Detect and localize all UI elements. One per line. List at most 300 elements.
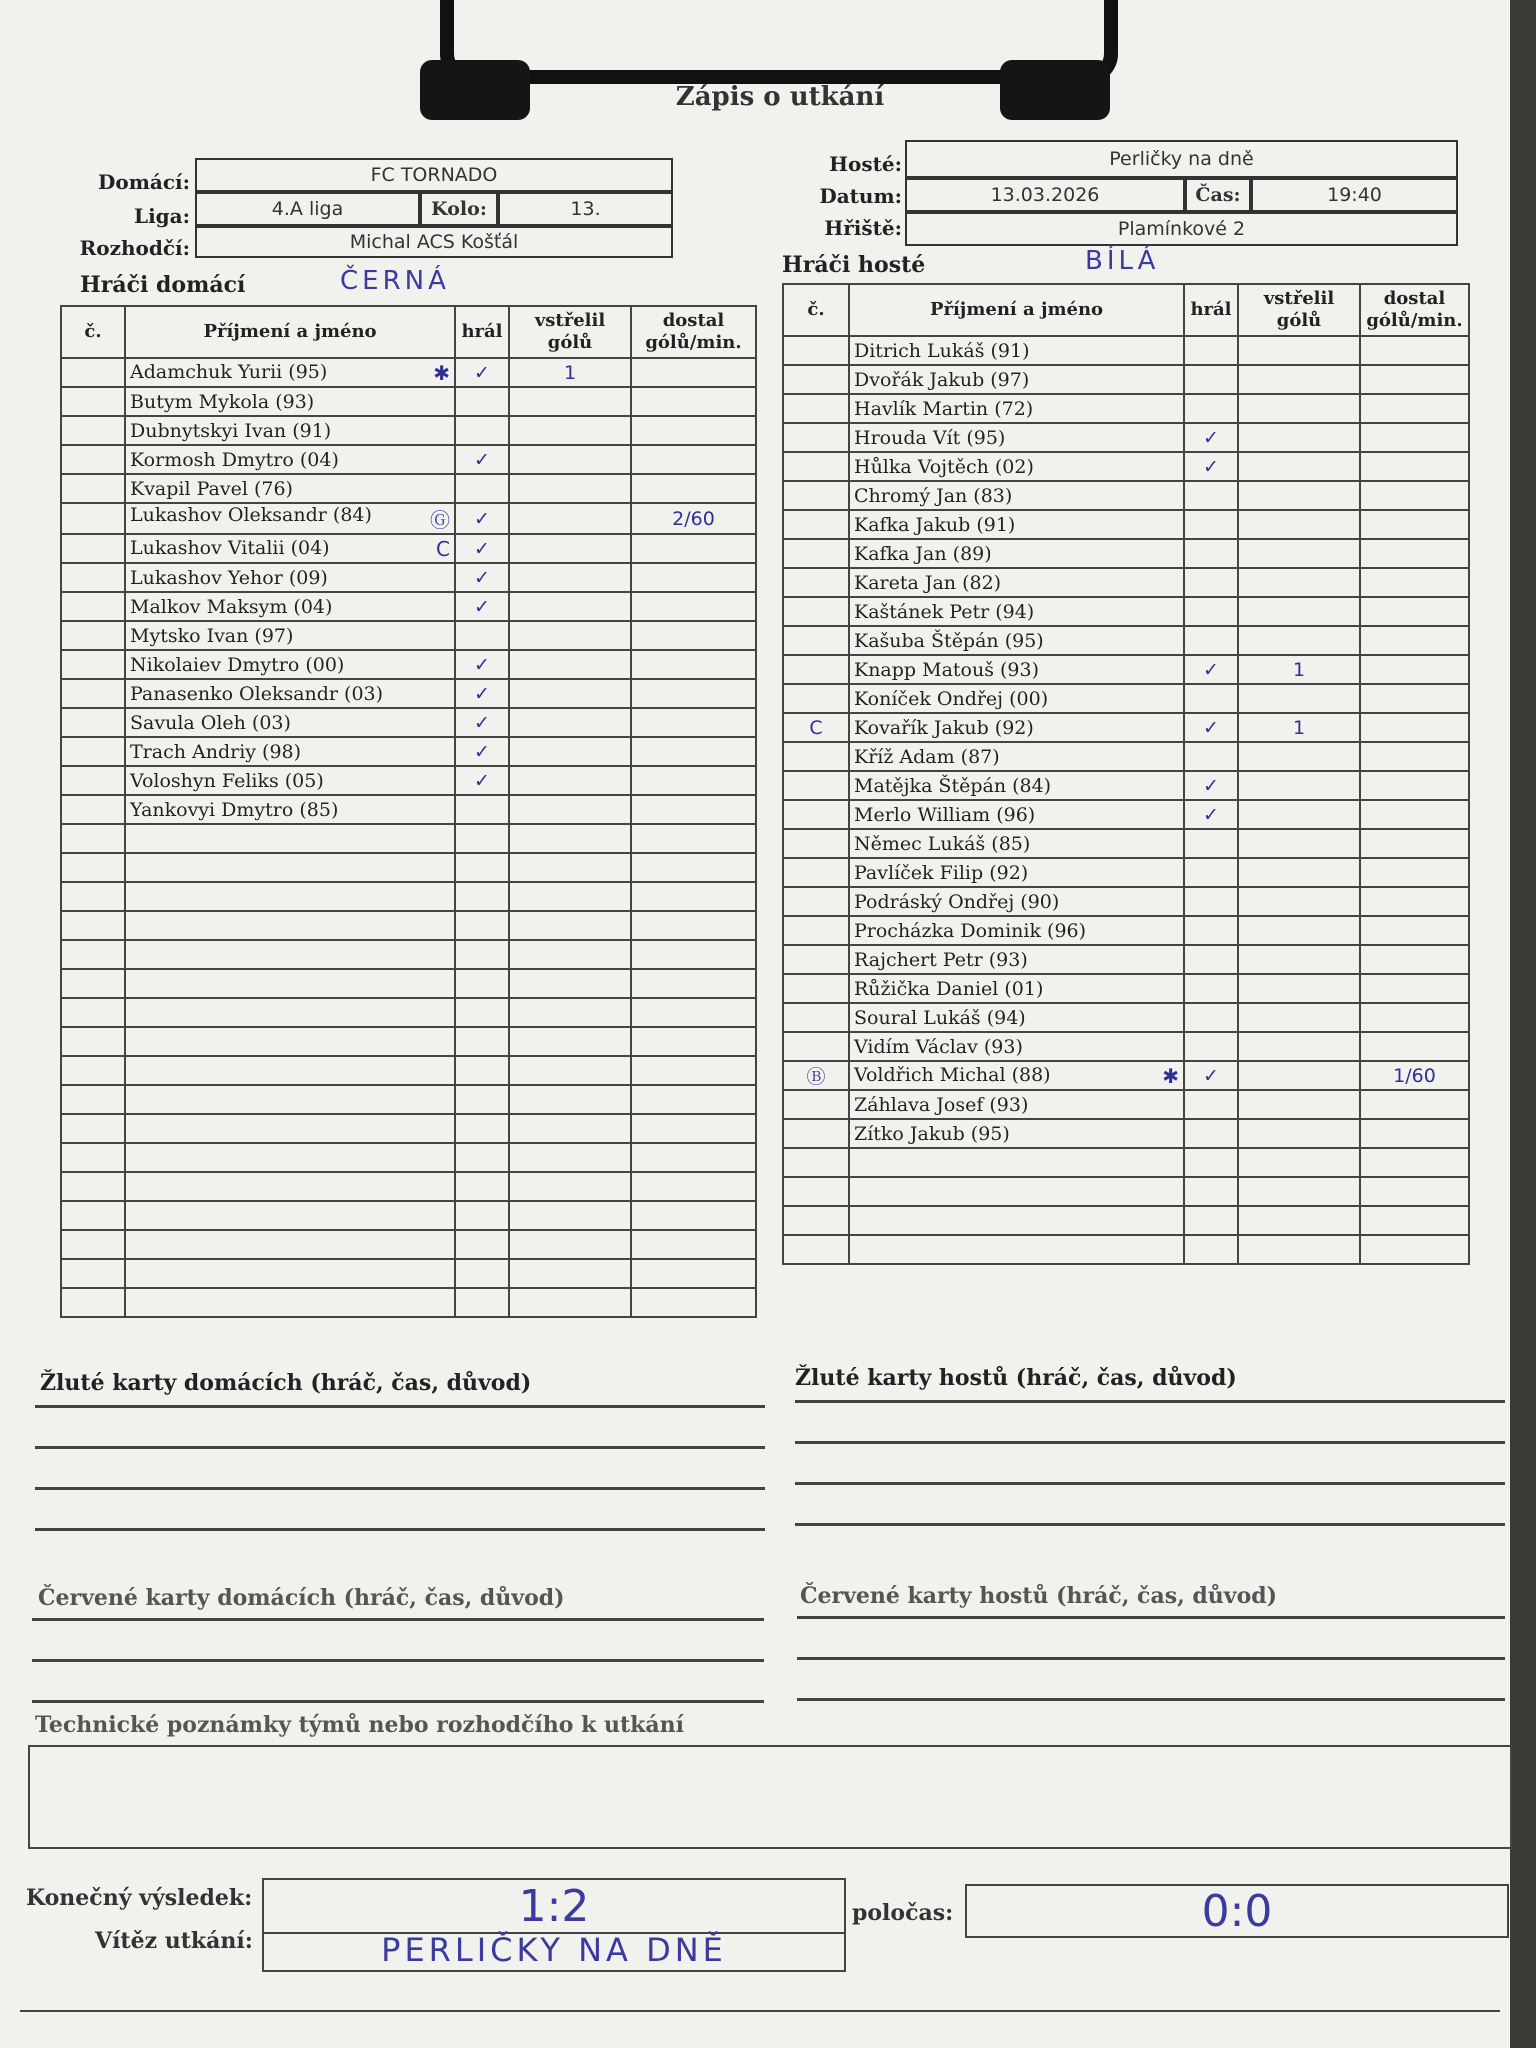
empty-cell[interactable]: [455, 969, 509, 998]
empty-row[interactable]: [783, 1206, 1469, 1235]
empty-cell[interactable]: [509, 1288, 631, 1317]
goals-scored[interactable]: 1: [1238, 713, 1360, 742]
goals-conceded[interactable]: [1360, 1090, 1469, 1119]
empty-cell[interactable]: [61, 1056, 125, 1085]
empty-cell[interactable]: [125, 1288, 455, 1317]
goals-conceded[interactable]: [1360, 858, 1469, 887]
player-name[interactable]: Vidím Václav (93): [849, 1032, 1184, 1061]
red-cards-home-lines[interactable]: [32, 1618, 764, 1703]
player-number[interactable]: [783, 974, 849, 1003]
played-check[interactable]: ✓: [455, 708, 509, 737]
empty-cell[interactable]: [61, 1288, 125, 1317]
empty-cell[interactable]: [1360, 1235, 1469, 1264]
goals-conceded[interactable]: [631, 766, 756, 795]
empty-cell[interactable]: [125, 998, 455, 1027]
goals-scored[interactable]: [1238, 597, 1360, 626]
goals-conceded[interactable]: [1360, 336, 1469, 365]
player-number[interactable]: [783, 887, 849, 916]
goals-conceded[interactable]: [1360, 800, 1469, 829]
empty-row[interactable]: [61, 1027, 756, 1056]
goals-conceded[interactable]: [631, 795, 756, 824]
empty-cell[interactable]: [125, 1230, 455, 1259]
goals-conceded[interactable]: [631, 679, 756, 708]
player-number[interactable]: [61, 474, 125, 503]
player-number[interactable]: [783, 742, 849, 771]
goals-scored[interactable]: [1238, 539, 1360, 568]
goals-conceded[interactable]: [1360, 510, 1469, 539]
empty-cell[interactable]: [61, 911, 125, 940]
player-name[interactable]: Záhlava Josef (93): [849, 1090, 1184, 1119]
goals-conceded[interactable]: [1360, 1032, 1469, 1061]
goals-conceded[interactable]: [1360, 887, 1469, 916]
empty-cell[interactable]: [125, 882, 455, 911]
empty-cell[interactable]: [509, 1027, 631, 1056]
played-check[interactable]: [1184, 829, 1238, 858]
empty-cell[interactable]: [61, 853, 125, 882]
empty-cell[interactable]: [61, 998, 125, 1027]
goals-scored[interactable]: [509, 795, 631, 824]
empty-row[interactable]: [61, 1056, 756, 1085]
empty-row[interactable]: [783, 1148, 1469, 1177]
empty-cell[interactable]: [455, 1085, 509, 1114]
goals-scored[interactable]: [1238, 858, 1360, 887]
empty-cell[interactable]: [509, 1143, 631, 1172]
played-check[interactable]: [1184, 568, 1238, 597]
empty-row[interactable]: [61, 1259, 756, 1288]
empty-cell[interactable]: [125, 1259, 455, 1288]
played-check[interactable]: ✓: [1184, 713, 1238, 742]
goals-conceded[interactable]: [1360, 365, 1469, 394]
goals-conceded[interactable]: [1360, 481, 1469, 510]
goals-scored[interactable]: [1238, 394, 1360, 423]
player-number[interactable]: [61, 621, 125, 650]
player-number[interactable]: [783, 452, 849, 481]
player-number[interactable]: [783, 539, 849, 568]
away-team-field[interactable]: Perličky na dně: [905, 140, 1458, 178]
goals-conceded[interactable]: [1360, 684, 1469, 713]
player-number[interactable]: [783, 1119, 849, 1148]
played-check[interactable]: [1184, 626, 1238, 655]
empty-cell[interactable]: [849, 1235, 1184, 1264]
goals-scored[interactable]: [509, 737, 631, 766]
player-number[interactable]: [61, 534, 125, 563]
goals-conceded[interactable]: [631, 445, 756, 474]
empty-cell[interactable]: [1360, 1206, 1469, 1235]
empty-row[interactable]: [61, 1172, 756, 1201]
goals-scored[interactable]: [509, 621, 631, 650]
empty-cell[interactable]: [509, 1085, 631, 1114]
red-cards-away-lines[interactable]: [797, 1616, 1505, 1701]
played-check[interactable]: [1184, 887, 1238, 916]
empty-cell[interactable]: [455, 882, 509, 911]
empty-cell[interactable]: [61, 1172, 125, 1201]
goals-conceded[interactable]: [631, 563, 756, 592]
goals-conceded[interactable]: [631, 592, 756, 621]
empty-row[interactable]: [61, 998, 756, 1027]
player-name[interactable]: Havlík Martin (72): [849, 394, 1184, 423]
goals-scored[interactable]: [1238, 568, 1360, 597]
empty-cell[interactable]: [125, 1056, 455, 1085]
player-name[interactable]: Hrouda Vít (95): [849, 423, 1184, 452]
player-name[interactable]: Dvořák Jakub (97): [849, 365, 1184, 394]
empty-cell[interactable]: [631, 1143, 756, 1172]
empty-row[interactable]: [61, 1201, 756, 1230]
empty-cell[interactable]: [125, 1201, 455, 1230]
empty-cell[interactable]: [631, 969, 756, 998]
goals-conceded[interactable]: [631, 387, 756, 416]
notes-field[interactable]: [28, 1745, 1512, 1849]
player-name[interactable]: Merlo William (96): [849, 800, 1184, 829]
player-number[interactable]: [783, 365, 849, 394]
empty-row[interactable]: [61, 911, 756, 940]
player-name[interactable]: Malkov Maksym (04): [125, 592, 455, 621]
half-time-field[interactable]: 0:0: [965, 1884, 1509, 1938]
empty-row[interactable]: [61, 940, 756, 969]
empty-cell[interactable]: [61, 969, 125, 998]
empty-row[interactable]: [61, 882, 756, 911]
empty-cell[interactable]: [783, 1235, 849, 1264]
empty-row[interactable]: [61, 1114, 756, 1143]
played-check[interactable]: [1184, 684, 1238, 713]
player-number[interactable]: [61, 795, 125, 824]
empty-cell[interactable]: [509, 940, 631, 969]
empty-cell[interactable]: [455, 1172, 509, 1201]
pitch-field[interactable]: Plamínkové 2: [905, 212, 1458, 246]
played-check[interactable]: ✓: [455, 766, 509, 795]
player-number[interactable]: [61, 503, 125, 534]
goals-conceded[interactable]: [1360, 916, 1469, 945]
empty-cell[interactable]: [1238, 1148, 1360, 1177]
player-name[interactable]: Ditrich Lukáš (91): [849, 336, 1184, 365]
empty-cell[interactable]: [125, 940, 455, 969]
player-name[interactable]: Kříž Adam (87): [849, 742, 1184, 771]
empty-cell[interactable]: [631, 1288, 756, 1317]
goals-conceded[interactable]: [1360, 626, 1469, 655]
empty-row[interactable]: [61, 969, 756, 998]
empty-cell[interactable]: [509, 1201, 631, 1230]
goals-scored[interactable]: [1238, 916, 1360, 945]
empty-cell[interactable]: [509, 853, 631, 882]
played-check[interactable]: ✓: [1184, 423, 1238, 452]
played-check[interactable]: ✓: [1184, 800, 1238, 829]
played-check[interactable]: [1184, 597, 1238, 626]
player-name[interactable]: Kašuba Štěpán (95): [849, 626, 1184, 655]
empty-cell[interactable]: [455, 1114, 509, 1143]
player-number[interactable]: [783, 1003, 849, 1032]
played-check[interactable]: [1184, 858, 1238, 887]
played-check[interactable]: [455, 795, 509, 824]
empty-row[interactable]: [783, 1235, 1469, 1264]
empty-cell[interactable]: [455, 1230, 509, 1259]
goals-scored[interactable]: [1238, 481, 1360, 510]
yellow-cards-home-lines[interactable]: [35, 1405, 765, 1531]
empty-cell[interactable]: [631, 911, 756, 940]
played-check[interactable]: [455, 621, 509, 650]
player-name[interactable]: Dubnytskyi Ivan (91): [125, 416, 455, 445]
empty-cell[interactable]: [61, 1259, 125, 1288]
played-check[interactable]: ✓: [1184, 1061, 1238, 1090]
goals-scored[interactable]: [509, 474, 631, 503]
goals-conceded[interactable]: [631, 534, 756, 563]
goals-scored[interactable]: [1238, 423, 1360, 452]
goals-conceded[interactable]: [631, 621, 756, 650]
player-name[interactable]: Lukashov Yehor (09): [125, 563, 455, 592]
empty-cell[interactable]: [61, 1201, 125, 1230]
empty-cell[interactable]: [631, 853, 756, 882]
empty-cell[interactable]: [125, 1172, 455, 1201]
goals-conceded[interactable]: [1360, 568, 1469, 597]
player-number[interactable]: C: [783, 713, 849, 742]
goals-scored[interactable]: 1: [1238, 655, 1360, 684]
empty-cell[interactable]: [61, 1143, 125, 1172]
empty-cell[interactable]: [631, 1114, 756, 1143]
goals-conceded[interactable]: [1360, 394, 1469, 423]
goals-scored[interactable]: [1238, 887, 1360, 916]
empty-cell[interactable]: [61, 940, 125, 969]
goals-scored[interactable]: [1238, 452, 1360, 481]
final-result-field[interactable]: 1:2: [262, 1878, 846, 1934]
empty-cell[interactable]: [61, 1114, 125, 1143]
goals-scored[interactable]: [1238, 510, 1360, 539]
goals-scored[interactable]: [509, 503, 631, 534]
empty-cell[interactable]: [631, 1201, 756, 1230]
goals-conceded[interactable]: [1360, 974, 1469, 1003]
empty-cell[interactable]: [509, 1172, 631, 1201]
empty-cell[interactable]: [631, 1085, 756, 1114]
empty-cell[interactable]: [455, 1056, 509, 1085]
empty-cell[interactable]: [455, 940, 509, 969]
goals-conceded[interactable]: [631, 416, 756, 445]
goals-conceded[interactable]: [631, 708, 756, 737]
empty-cell[interactable]: [509, 1056, 631, 1085]
played-check[interactable]: [1184, 916, 1238, 945]
goals-scored[interactable]: [1238, 1032, 1360, 1061]
player-number[interactable]: [61, 766, 125, 795]
played-check[interactable]: [1184, 945, 1238, 974]
empty-cell[interactable]: [455, 1143, 509, 1172]
player-number[interactable]: Ⓑ: [783, 1061, 849, 1090]
empty-row[interactable]: [61, 1230, 756, 1259]
player-number[interactable]: [783, 394, 849, 423]
player-name[interactable]: Savula Oleh (03): [125, 708, 455, 737]
player-name[interactable]: Yankovyi Dmytro (85): [125, 795, 455, 824]
empty-cell[interactable]: [631, 998, 756, 1027]
goals-conceded[interactable]: [1360, 539, 1469, 568]
player-name[interactable]: [849, 1061, 1184, 1090]
empty-cell[interactable]: [61, 1027, 125, 1056]
player-number[interactable]: [61, 387, 125, 416]
empty-cell[interactable]: [631, 824, 756, 853]
empty-cell[interactable]: [125, 1114, 455, 1143]
player-name[interactable]: Růžička Daniel (01): [849, 974, 1184, 1003]
goals-conceded[interactable]: 2/60: [631, 503, 756, 534]
player-name[interactable]: Koníček Ondřej (00): [849, 684, 1184, 713]
played-check[interactable]: [1184, 481, 1238, 510]
goals-scored[interactable]: [509, 766, 631, 795]
empty-cell[interactable]: [1360, 1148, 1469, 1177]
empty-cell[interactable]: [783, 1148, 849, 1177]
empty-cell[interactable]: [631, 1172, 756, 1201]
goals-conceded[interactable]: [631, 358, 756, 387]
empty-cell[interactable]: [455, 824, 509, 853]
empty-cell[interactable]: [631, 882, 756, 911]
date-field[interactable]: 13.03.2026: [905, 178, 1185, 212]
empty-cell[interactable]: [509, 911, 631, 940]
empty-row[interactable]: [61, 824, 756, 853]
empty-cell[interactable]: [61, 1085, 125, 1114]
player-number[interactable]: [783, 655, 849, 684]
goals-conceded[interactable]: [1360, 597, 1469, 626]
empty-cell[interactable]: [455, 853, 509, 882]
player-name[interactable]: Kvapil Pavel (76): [125, 474, 455, 503]
goals-scored[interactable]: [509, 708, 631, 737]
empty-cell[interactable]: [125, 911, 455, 940]
empty-row[interactable]: [783, 1177, 1469, 1206]
player-number[interactable]: [783, 423, 849, 452]
goals-scored[interactable]: [1238, 1090, 1360, 1119]
player-number[interactable]: [783, 626, 849, 655]
empty-cell[interactable]: [125, 853, 455, 882]
goals-scored[interactable]: [1238, 1061, 1360, 1090]
time-field[interactable]: 19:40: [1251, 178, 1458, 212]
player-number[interactable]: [783, 568, 849, 597]
empty-cell[interactable]: [125, 1027, 455, 1056]
empty-row[interactable]: [61, 1288, 756, 1317]
player-name[interactable]: Chromý Jan (83): [849, 481, 1184, 510]
empty-cell[interactable]: [455, 1288, 509, 1317]
goals-scored[interactable]: [509, 445, 631, 474]
played-check[interactable]: [1184, 1003, 1238, 1032]
played-check[interactable]: [1184, 394, 1238, 423]
empty-row[interactable]: [61, 1085, 756, 1114]
goals-conceded[interactable]: [1360, 945, 1469, 974]
player-number[interactable]: [61, 592, 125, 621]
goals-scored[interactable]: [1238, 626, 1360, 655]
player-number[interactable]: [783, 1090, 849, 1119]
empty-cell[interactable]: [125, 824, 455, 853]
empty-cell[interactable]: [125, 1085, 455, 1114]
empty-cell[interactable]: [509, 998, 631, 1027]
player-name[interactable]: Butym Mykola (93): [125, 387, 455, 416]
played-check[interactable]: ✓: [455, 650, 509, 679]
player-name[interactable]: Panasenko Oleksandr (03): [125, 679, 455, 708]
round-field[interactable]: 13.: [498, 192, 673, 226]
goals-scored[interactable]: [1238, 974, 1360, 1003]
player-number[interactable]: [61, 445, 125, 474]
empty-cell[interactable]: [455, 1259, 509, 1288]
goals-conceded[interactable]: [1360, 1003, 1469, 1032]
player-name[interactable]: Kareta Jan (82): [849, 568, 1184, 597]
goals-scored[interactable]: [1238, 336, 1360, 365]
player-number[interactable]: [783, 858, 849, 887]
empty-cell[interactable]: [61, 1230, 125, 1259]
empty-cell[interactable]: [455, 911, 509, 940]
played-check[interactable]: ✓: [455, 503, 509, 534]
goals-conceded[interactable]: [1360, 829, 1469, 858]
empty-cell[interactable]: [849, 1177, 1184, 1206]
empty-cell[interactable]: [1184, 1148, 1238, 1177]
player-name[interactable]: Soural Lukáš (94): [849, 1003, 1184, 1032]
player-number[interactable]: [783, 336, 849, 365]
player-number[interactable]: [783, 771, 849, 800]
player-number[interactable]: [61, 708, 125, 737]
played-check[interactable]: ✓: [455, 679, 509, 708]
goals-scored[interactable]: [509, 387, 631, 416]
played-check[interactable]: [1184, 365, 1238, 394]
empty-cell[interactable]: [849, 1206, 1184, 1235]
empty-cell[interactable]: [455, 1027, 509, 1056]
played-check[interactable]: [1184, 974, 1238, 1003]
player-number[interactable]: [783, 684, 849, 713]
player-number[interactable]: [783, 800, 849, 829]
player-name[interactable]: Pavlíček Filip (92): [849, 858, 1184, 887]
goals-scored[interactable]: [509, 534, 631, 563]
empty-cell[interactable]: [509, 969, 631, 998]
player-name[interactable]: Voloshyn Feliks (05): [125, 766, 455, 795]
player-number[interactable]: [783, 597, 849, 626]
player-name[interactable]: Knapp Matouš (93): [849, 655, 1184, 684]
goals-conceded[interactable]: [631, 737, 756, 766]
empty-cell[interactable]: [61, 824, 125, 853]
played-check[interactable]: [455, 387, 509, 416]
empty-cell[interactable]: [1238, 1235, 1360, 1264]
played-check[interactable]: ✓: [1184, 771, 1238, 800]
played-check[interactable]: ✓: [1184, 452, 1238, 481]
empty-cell[interactable]: [61, 882, 125, 911]
player-name[interactable]: Nikolaiev Dmytro (00): [125, 650, 455, 679]
player-name[interactable]: Němec Lukáš (85): [849, 829, 1184, 858]
goals-conceded[interactable]: [631, 650, 756, 679]
player-number[interactable]: [61, 358, 125, 387]
player-number[interactable]: [61, 416, 125, 445]
league-field[interactable]: 4.A liga: [195, 192, 420, 226]
player-number[interactable]: [783, 481, 849, 510]
player-name[interactable]: [125, 503, 455, 534]
played-check[interactable]: ✓: [455, 445, 509, 474]
empty-cell[interactable]: [631, 1259, 756, 1288]
played-check[interactable]: ✓: [455, 563, 509, 592]
played-check[interactable]: [455, 474, 509, 503]
played-check[interactable]: [1184, 742, 1238, 771]
goals-conceded[interactable]: 1/60: [1360, 1061, 1469, 1090]
goals-scored[interactable]: [1238, 742, 1360, 771]
player-name[interactable]: Kovařík Jakub (92): [849, 713, 1184, 742]
empty-row[interactable]: [61, 1143, 756, 1172]
empty-cell[interactable]: [849, 1148, 1184, 1177]
player-name[interactable]: Kafka Jan (89): [849, 539, 1184, 568]
empty-cell[interactable]: [631, 1056, 756, 1085]
goals-scored[interactable]: [1238, 1003, 1360, 1032]
goals-conceded[interactable]: [1360, 742, 1469, 771]
player-number[interactable]: [61, 650, 125, 679]
goals-scored[interactable]: 1: [509, 358, 631, 387]
goals-scored[interactable]: [509, 563, 631, 592]
player-number[interactable]: [61, 737, 125, 766]
goals-scored[interactable]: [1238, 684, 1360, 713]
empty-cell[interactable]: [631, 1027, 756, 1056]
goals-scored[interactable]: [1238, 800, 1360, 829]
empty-cell[interactable]: [1184, 1177, 1238, 1206]
player-number[interactable]: [783, 916, 849, 945]
played-check[interactable]: ✓: [1184, 655, 1238, 684]
goals-conceded[interactable]: [1360, 713, 1469, 742]
winner-field[interactable]: PERLIČKY NA DNĚ: [262, 1930, 846, 1972]
player-name[interactable]: Hůlka Vojtěch (02): [849, 452, 1184, 481]
player-name[interactable]: Matějka Štěpán (84): [849, 771, 1184, 800]
goals-scored[interactable]: [509, 416, 631, 445]
empty-cell[interactable]: [631, 940, 756, 969]
played-check[interactable]: [1184, 336, 1238, 365]
